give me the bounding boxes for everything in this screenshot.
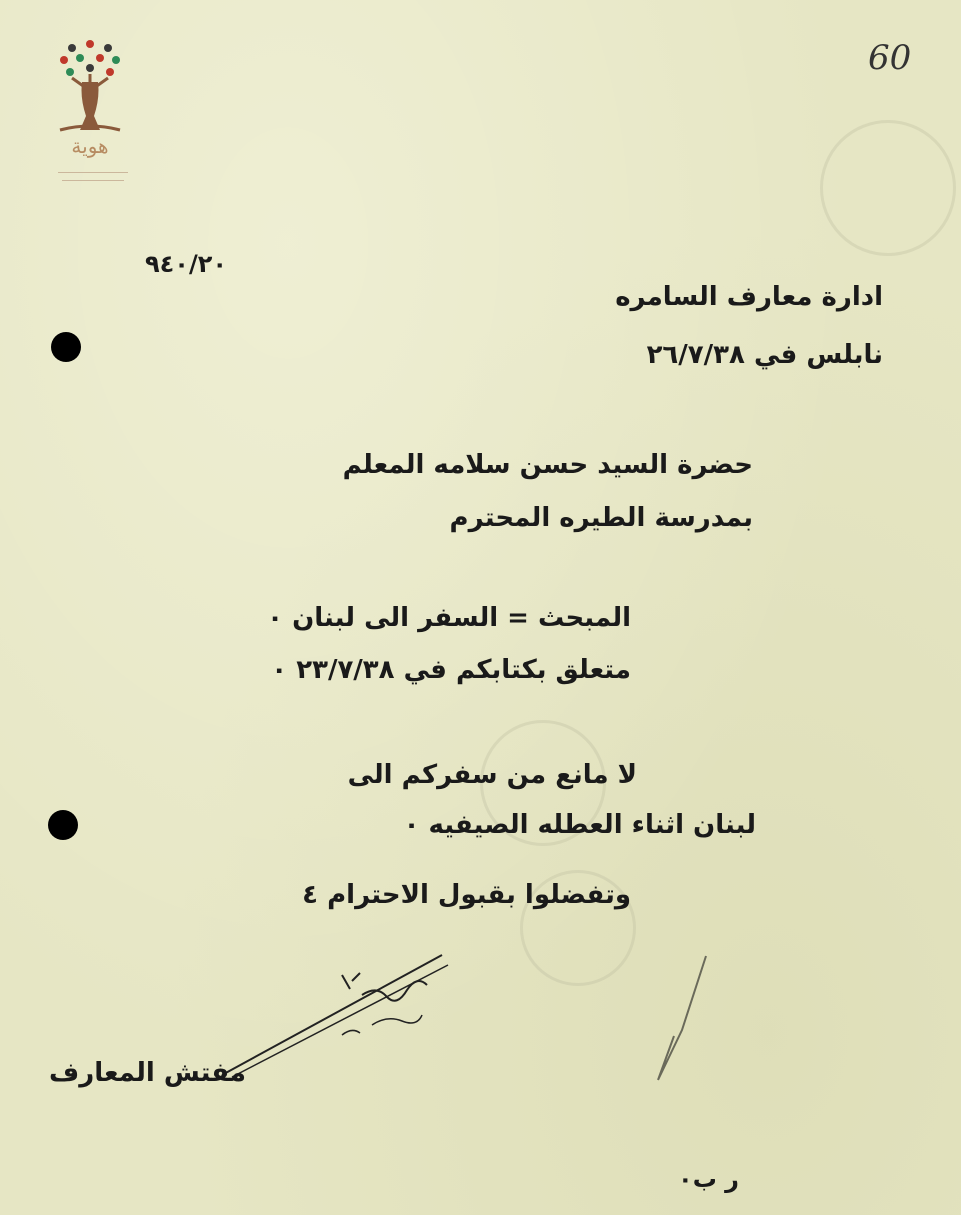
- closing-line: وتفضلوا بقبول الاحترام ٤: [302, 880, 631, 910]
- handwritten-page-number: 60: [868, 38, 912, 78]
- footer-initials: ر ب٠: [678, 1165, 739, 1193]
- addressee-line-2: بمدرسة الطيره المحترم: [449, 503, 753, 533]
- reference-number: ٩٤٠/٢٠: [145, 250, 228, 278]
- body-line-2: لبنان اثناء العطله الصيفيه ٠: [403, 810, 756, 840]
- punch-hole-top: [51, 332, 81, 362]
- addressee-line-1: حضرة السيد حسن سلامه المعلم: [342, 450, 753, 480]
- faded-stamp-top-right: [820, 120, 956, 256]
- subject-line-1: المبحث = السفر الى لبنان ٠: [267, 603, 631, 633]
- office-name: ادارة معارف السامره: [615, 282, 883, 312]
- approval-tick-mark: [648, 950, 718, 1090]
- logo-word: هوية: [71, 134, 109, 158]
- signature-scribble: [212, 945, 472, 1085]
- subject-line-2: متعلق بكتابكم في ٢٣/٧/٣٨ ٠: [271, 655, 631, 685]
- punch-hole-bottom: [48, 810, 78, 840]
- body-line-1: لا مانع من سفركم الى: [347, 760, 637, 790]
- logo-caption: [50, 168, 136, 181]
- signature-title: مفتش المعارف: [49, 1058, 246, 1088]
- place-date: نابلس في ٢٦/٧/٣٨: [646, 340, 883, 370]
- archive-logo: [50, 38, 130, 172]
